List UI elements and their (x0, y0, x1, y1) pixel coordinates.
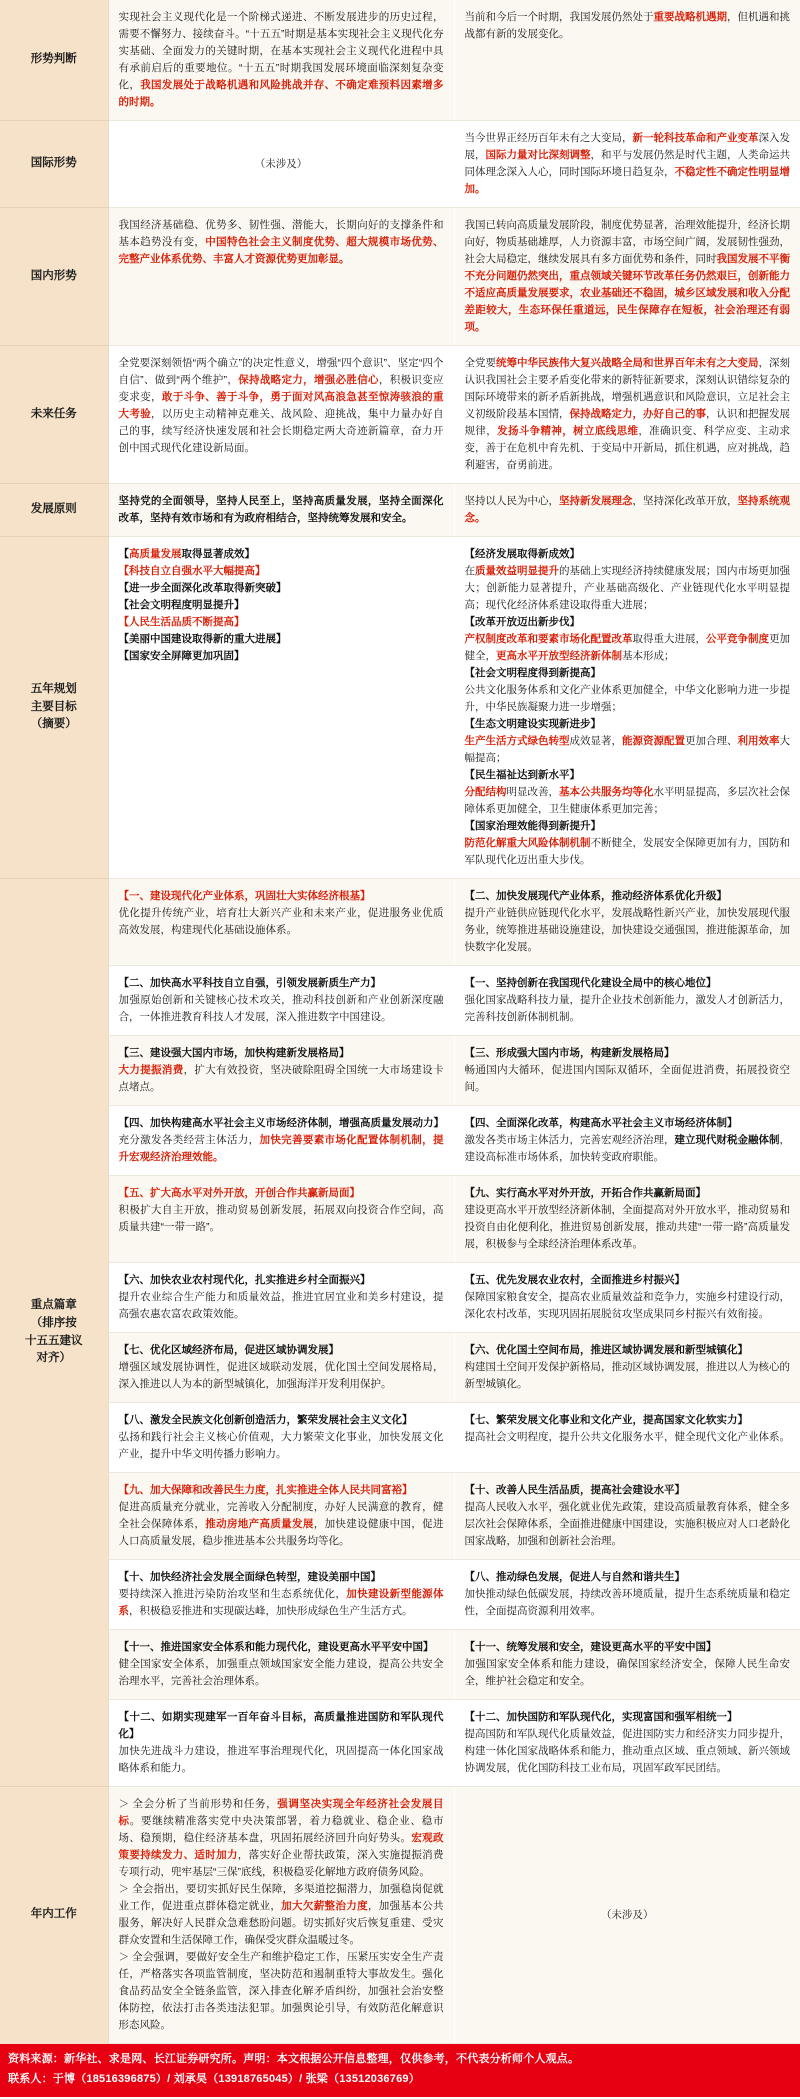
cell-content: 【五、扩大高水平对外开放，开创合作共赢新局面】 积极扩大自主开放，推动贸易创新发展，拓展双向投资合作空间，高质量共建“一带一路”。 (108, 1176, 454, 1263)
cell-content: 【九、实行高水平对外开放，开拓合作共赢新局面】 建设更高水平开放型经济新体制，全面提高对外开放水平，推动贸易和投资自由化便利化，推进贸易创新发展，推动共建“一带一路”高质量发展，积极参与全球经济治理体系改革。 (454, 1176, 800, 1263)
cell-content: 【七、优化区域经济布局，促进区域协调发展】 增强区域发展协调性，促进区域联动发展，优化国土空间发展格局，深入推进以人为本的新型城镇化，加强海洋开发利用保护。 (108, 1333, 454, 1403)
row-label: 形势判断 (0, 0, 108, 121)
table-row (0, 346, 800, 484)
source-footer (0, 2044, 800, 2097)
cell-content: 【七、繁荣发展文化事业和文化产业，提高国家文化软实力】 提高社会文明程度，提升公共文化服务水平，健全现代文化产业体系。 (454, 1403, 800, 1473)
footer-source-line: 资料来源：新华社、求是网、长江证券研究所。声明：本文根据公开信息整理，仅供参考，不代表分析师个人观点。 (8, 2053, 580, 2065)
table-row (0, 208, 800, 346)
cell-content: 坚持以人民为中心，坚持新发展理念，坚持深化改革开放，坚持系统观念。 (454, 484, 800, 537)
cell-content: 【十二、如期实现建军一百年奋斗目标，高质量推进国防和军队现代化】 加快先进战斗力建设，推进军事治理现代化，巩固提高一体化国家战略体系和能力。 (108, 1700, 454, 1787)
cell-content: 当前和今后一个时期，我国发展仍然处于重要战略机遇期，但机遇和挑战都有新的发展变化。 (454, 0, 800, 121)
table-row (0, 1700, 800, 1787)
cell-content: 【四、加快构建高水平社会主义市场经济体制，增强高质量发展动力】 充分激发各类经营主体活力，加快完善要素市场化配置体制机制，提升宏观经济治理效能。 (108, 1106, 454, 1176)
table-row (0, 1473, 800, 1560)
cell-content: 【一、坚持创新在我国现代化建设全局中的核心地位】 强化国家战略科技力量，提升企业技术创新能力，激发人才创新活力，完善科技创新体制机制。 (454, 966, 800, 1036)
footer-contact-line: 联系人：于博（18516396875）/ 刘承昊（13918765045）/ 张梁（13512036769） (8, 2072, 420, 2085)
cell-content: 我国已转向高质量发展阶段，制度优势显著，治理效能提升，经济长期向好，物质基础雄厚，人力资源丰富，市场空间广阔，发展韧性强劲，社会大局稳定，继续发展具有多方面优势和条件，同时我国发展不平衡不充分问题仍然突出，重点领域关键环节改革任务仍然艰巨，创新能力不适应高质量发展要求，农业基础还不稳固，城乡区域发展和收入分配差距较大，生态环保任重道远，民生保障存在短板，社会治理还有弱项。 (454, 208, 800, 346)
cell-not-mentioned: （未涉及） (108, 121, 454, 208)
cell-content: 【二、加快发展现代产业体系，推动经济体系优化升级】 提升产业链供应链现代化水平，发展战略性新兴产业，加快发展现代服务业，统筹推进基础设施建设，加快建设交通强国，推进能源革命，加快数字化发展。 (454, 879, 800, 966)
cell-content: 全党要深刻领悟“两个确立”的决定性意义，增强“四个意识”、坚定“四个自信”、做到“两个维护”，保持战略定力，增强必胜信心，积极识变应变求变，敢于斗争、善于斗争，勇于面对风高浪急甚至惊涛骇浪的重大考验，以历史主动精神克难关、战风险、迎挑战，集中力量办好自己的事，续写经济快速发展和社会长期稳定两大奇迹新篇章，奋力开创中国式现代化建设新局面。 (108, 346, 454, 484)
cell-content: 【二、加快高水平科技自立自强，引领发展新质生产力】 加强原始创新和关键核心技术攻关，推动科技创新和产业创新深度融合，一体推进教育科技人才发展，深入推进数字中国建设。 (108, 966, 454, 1036)
table-row (0, 484, 800, 537)
table-row (0, 537, 800, 879)
table-row (0, 1560, 800, 1630)
cell-content: 【十一、统筹发展和安全，建设更高水平的平安中国】 加强国家安全体系和能力建设，确保国家经济安全，保障人民生命安全，维护社会稳定和安全。 (454, 1630, 800, 1700)
cell-content: 【四、全面深化改革，构建高水平社会主义市场经济体制】 激发各类市场主体活力，完善宏观经济治理，建立现代财税金融体制，建设高标准市场体系，加快转变政府职能。 (454, 1106, 800, 1176)
table-row (0, 1787, 800, 2044)
cell-content: ＞ 全会分析了当前形势和任务，强调坚决实现全年经济社会发展目标。要继续精准落实党中央决策部署，着力稳就业、稳企业、稳市场、稳预期，稳住经济基本盘，巩固拓展经济回升向好势头。宏观政策要持续发力、适时加力，落实好企业帮扶政策，深入实施提振消费专项行动，兜牢基层“三保”底线，积极稳妥化解地方政府债务风险。 ＞ 全会指出，要切实抓好民生保障，多渠道挖掘潜力，加强稳岗促就业工作，促进重点群体稳定就业，加大欠薪整治力度，加强基本公共服务，解决好人民群众急难愁盼问题。切实抓好灾后恢复重建、受灾群众安置和生活保障工作，确保受灾群众温暖过冬。 ＞ 全会强调，要做好安全生产和维护稳定工作，压紧压实安全生产责任，严格落实各项监管制度，坚决防范和遏制重特大事故发生。强化食品药品安全全链条监管，深入排查化解矛盾纠纷，加强社会治安整体防控，依法打击各类违法犯罪。加强舆论引导，有效防范化解意识形态风险。 (108, 1787, 454, 2044)
cell-content: 【三、建设强大国内市场，加快构建新发展格局】 大力提振消费，扩大有效投资，坚决破除阻碍全国统一大市场建设卡点堵点。 (108, 1036, 454, 1106)
row-label-focus-section: 重点篇章 （排序按 十五五建议 对齐） (0, 879, 108, 1787)
cell-content: 全党要统筹中华民族伟大复兴战略全局和世界百年未有之大变局，深刻认识我国社会主要矛盾变化带来的新特征新要求，深刻认识错综复杂的国际环境带来的新矛盾新挑战，增强机遇意识和风险意识，立足社会主义初级阶段基本国情，保持战略定力，办好自己的事，认识和把握发展规律，发扬斗争精神，树立底线思维，准确识变、科学应变、主动求变，善于在危机中育先机、于变局中开新局，抓住机遇，应对挑战，趋利避害，奋勇前进。 (454, 346, 800, 484)
cell-content: 【八、推动绿色发展，促进人与自然和谐共生】 加快推动绿色低碳发展，持续改善环境质量，提升生态系统质量和稳定性，全面提高资源利用效率。 (454, 1560, 800, 1630)
table-row (0, 1630, 800, 1700)
cell-content: 【十、加快经济社会发展全面绿色转型，建设美丽中国】 要持续深入推进污染防治攻坚和生态系统优化，加快建设新型能源体系，积极稳妥推进和实现碳达峰，加快形成绿色生产生活方式。 (108, 1560, 454, 1630)
table-row (0, 1263, 800, 1333)
cell-content: 【高质量发展取得显著成效】 【科技自立自强水平大幅提高】 【进一步全面深化改革取得新突破】 【社会文明程度明显提升】 【人民生活品质不断提高】 【美丽中国建设取得新的重大进展】 【国家安全屏障更加巩固】 (108, 537, 454, 879)
cell-content: 【八、激发全民族文化创新创造活力，繁荣发展社会主义文化】 弘扬和践行社会主义核心价值观，大力繁荣文化事业，加快发展文化产业，提升中华文明传播力影响力。 (108, 1403, 454, 1473)
cell-content: 【九、加大保障和改善民生力度，扎实推进全体人民共同富裕】 促进高质量充分就业，完善收入分配制度，办好人民满意的教育，健全社会保障体系，推动房地产高质量发展，加快建设健康中国，促进人口高质量发展，稳步推进基本公共服务均等化。 (108, 1473, 454, 1560)
table-row (0, 966, 800, 1036)
cell-content: 坚持党的全面领导，坚持人民至上，坚持高质量发展，坚持全面深化改革，坚持有效市场和有为政府相结合，坚持统筹发展和安全。 (108, 484, 454, 537)
cell-content: 实现社会主义现代化是一个阶梯式递进、不断发展进步的历史过程，需要不懈努力、接续奋斗。“十五五”时期是基本实现社会主义现代化夯实基础、全面发力的关键时期，在基本实现社会主义现代化进程中具有承前启后的重要地位。“十五五”时期我国发展环境面临深刻复杂变化，我国发展处于战略机遇和风险挑战并存、不确定难预料因素增多的时期。 (108, 0, 454, 121)
table-row (0, 1403, 800, 1473)
cell-content: 【经济发展取得新成效】 在质量效益明显提升的基础上实现经济持续健康发展；国内市场更加强大；创新能力显著提升，产业基础高级化、产业链现代化水平明显提高；现代化经济体系建设取得重大进展； 【改革开放迈出新步伐】 产权制度改革和要素市场化配置改革取得重大进展，公平竞争制度更加健全，更高水平开放型经济新体制基本形成； 【社会文明程度得到新提高】 公共文化服务体系和文化产业体系更加健全，中华文化影响力进一步提升，中华民族凝聚力进一步增强； 【生态文明建设实现新进步】 生产生活方式绿色转型成效显著，能源资源配置更加合理、利用效率大幅提高； 【民生福祉达到新水平】 分配结构明显改善，基本公共服务均等化水平明显提高，多层次社会保障体系更加健全，卫生健康体系更加完善； 【国家治理效能得到新提升】 防范化解重大风险体制机制不断健全，发展安全保障更加有力，国防和军队现代化迈出重大步伐。 (454, 537, 800, 879)
table-row (0, 121, 800, 208)
cell-content: 【六、优化国土空间布局，推进区域协调发展和新型城镇化】 构建国土空间开发保护新格局，推动区域协调发展，推进以人为核心的新型城镇化。 (454, 1333, 800, 1403)
cell-content: 我国经济基础稳、优势多、韧性强、潜能大，长期向好的支撑条件和基本趋势没有变，中国特色社会主义制度优势、超大规模市场优势、完整产业体系优势、丰富人才资源优势更加彰显。 (108, 208, 454, 346)
cell-content: 【一、建设现代化产业体系，巩固壮大实体经济根基】 优化提升传统产业，培育壮大新兴产业和未来产业，促进服务业优质高效发展，构建现代化基础设施体系。 (108, 879, 454, 966)
row-label-year-work: 年内工作 (0, 1787, 108, 2044)
row-label: 发展原则 (0, 484, 108, 537)
table-row (0, 1036, 800, 1106)
row-label: 国内形势 (0, 208, 108, 346)
cell-content: 【三、形成强大国内市场，构建新发展格局】 畅通国内大循环，促进国内国际双循环，全面促进消费，拓展投资空间。 (454, 1036, 800, 1106)
cell-content: 【六、加快农业农村现代化，扎实推进乡村全面振兴】 提升农业综合生产能力和质量效益，推进宜居宜业和美乡村建设，提高强农惠农富农政策效能。 (108, 1263, 454, 1333)
cell-content: 【五、优先发展农业农村，全面推进乡村振兴】 保障国家粮食安全，提高农业质量效益和竞争力，实施乡村建设行动，深化农村改革，实现巩固拓展脱贫攻坚成果同乡村振兴有效衔接。 (454, 1263, 800, 1333)
row-label: 未来任务 (0, 346, 108, 484)
cell-content: 【十一、推进国家安全体系和能力现代化，建设更高水平平安中国】 健全国家安全体系，加强重点领域国家安全能力建设，提高公共安全治理水平，完善社会治理体系。 (108, 1630, 454, 1700)
table-row (0, 1176, 800, 1263)
table-row (0, 1333, 800, 1403)
cell-content: 当今世界正经历百年未有之大变局，新一轮科技革命和产业变革深入发展，国际力量对比深刻调整，和平与发展仍然是时代主题，人类命运共同体理念深入人心，同时国际环境日趋复杂，不稳定性不确定性明显增加。 (454, 121, 800, 208)
table-row (0, 879, 800, 966)
row-label: 国际形势 (0, 121, 108, 208)
cell-not-mentioned: （未涉及） (454, 1787, 800, 2044)
table-row (0, 1106, 800, 1176)
table-row (0, 0, 800, 121)
row-label: 五年规划 主要目标 （摘要） (0, 537, 108, 879)
cell-content: 【十二、加快国防和军队现代化，实现富国和强军相统一】 提高国防和军队现代化质量效益，促进国防实力和经济实力同步提升，构建一体化国家战略体系和能力，推动重点区域、重点领域、新兴领域协调发展，优化国防科技工业布局，巩固军政军民团结。 (454, 1700, 800, 1787)
cell-content: 【十、改善人民生活品质，提高社会建设水平】 提高人民收入水平，强化就业优先政策，建设高质量教育体系，健全多层次社会保障体系，全面推进健康中国建设，实施积极应对人口老龄化国家战略，加强和创新社会治理。 (454, 1473, 800, 1560)
